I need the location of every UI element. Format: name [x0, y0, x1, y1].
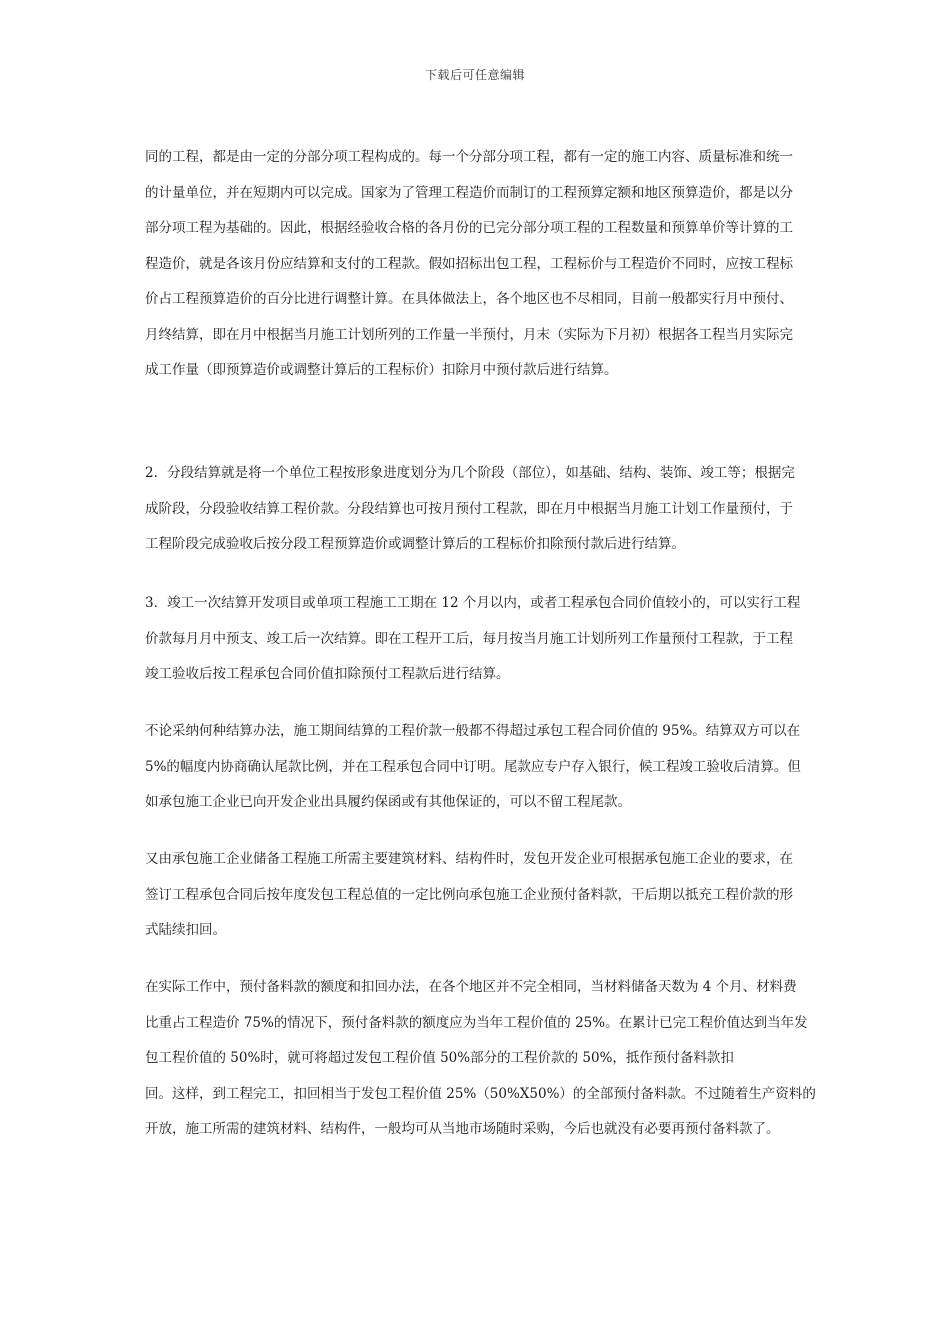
text-line: 2．分段结算就是将一个单位工程按形象进度划分为几个阶段（部位），如基础、结构、装饰、竣工等；根据完 [145, 465, 795, 481]
text-line: 3．竣工一次结算开发项目或单项工程施工工期在 12 个月以内，或者工程承包合同价值较小的，可以实行工程 [145, 595, 801, 611]
text-line: 价款每月月中预支、竣工后一次结算。即在工程开工后，每月按当月施工计划所列工作量预付工程款，于工程 [145, 630, 793, 647]
paragraph-4 [145, 714, 845, 821]
text-line: 比重占工程造价 75%的情况下，预付备料款的额度应为当年工程价值的 25%。在累计已完工程价值达到当年发 [145, 1014, 808, 1031]
paragraph-5 [145, 842, 845, 949]
text-line: 式陆续扣回。 [145, 922, 226, 938]
paragraph-3 [145, 586, 845, 693]
page-header: 下载后可任意编辑 [424, 68, 525, 82]
text-line: 成工作量（即预算造价或调整计算后的工程标价）扣除月中预付款后进行结算。 [145, 362, 618, 378]
text-line: 签订工程承包合同后按年度发包工程总值的一定比例向承包施工企业预付备料款，干后期以抵充工程价款的形 [145, 886, 793, 903]
text-line: 不论采纳何种结算办法，施工期间结算的工程价款一般都不得超过承包工程合同价值的 95%。结算双方可以在 [145, 723, 801, 739]
text-line: 的计量单位，并在短期内可以完成。国家为了管理工程造价而制订的工程预算定额和地区预算造价，都是以分 [145, 184, 793, 201]
text-line: 竣工验收后按工程承包合同价值扣除预付工程款后进行结算。 [145, 666, 510, 682]
text-line: 价占工程预算造价的百分比进行调整计算。在具体做法上，各个地区也不尽相同，目前一般都实行月中预付、 [145, 291, 793, 307]
text-line: 程造价，就是各该月份应结算和支付的工程款。假如招标出包工程，工程标价与工程造价不同时，应按工程标 [145, 255, 793, 272]
paragraph-1 [145, 140, 845, 389]
paragraph-2 [145, 456, 845, 563]
text-line: 在实际工作中，预付备料款的额度和扣回办法，在各个地区并不完全相同，当材料储备天数为 4 个月、材料费 [145, 979, 797, 995]
text-line: 5%的幅度内协商确认尾款比例，并在工程承包合同中订明。尾款应专户存入银行，候工程竣工验收后清算。但 [145, 758, 801, 775]
text-line: 开放，施工所需的建筑材料、结构件，一般均可从当地市场随时采购，今后也就没有必要再预付备料款了。 [145, 1121, 780, 1137]
text-line: 月终结算，即在月中根据当月施工计划所列的工作量一半预付，月末（实际为下月初）根据各工程当月实际完 [145, 326, 793, 343]
text-line: 同的工程，都是由一定的分部分项工程构成的。每一个分部分项工程，都有一定的施工内容、质量标准和统一 [145, 149, 793, 165]
text-line: 部分项工程为基础的。因此，根据经验收合格的各月份的已完分部分项工程的工程数量和预算单价等计算的工 [145, 220, 793, 236]
paragraph-6 [145, 970, 845, 1148]
text-line: 如承包施工企业已向开发企业出具履约保函或有其他保证的，可以不留工程尾款。 [145, 794, 631, 810]
text-line: 回。这样，到工程完工，扣回相当于发包工程价值 25%（50%X50%）的全部预付备料款。不过随着生产资料的 [145, 1085, 816, 1102]
text-line: 又由承包施工企业储备工程施工所需主要建筑材料、结构件时，发包开发企业可根据承包施工企业的要求，在 [145, 851, 793, 867]
text-line: 包工程价值的 50%时，就可将超过发包工程价值 50%部分的工程价款的 50%，抵作预付备料款扣 [145, 1050, 734, 1066]
text-line: 成阶段，分段验收结算工程价款。分段结算也可按月预付工程款，即在月中根据当月施工计划工作量预付，于 [145, 500, 793, 517]
text-line: 工程阶段完成验收后按分段工程预算造价或调整计算后的工程标价扣除预付款后进行结算。 [145, 536, 685, 552]
